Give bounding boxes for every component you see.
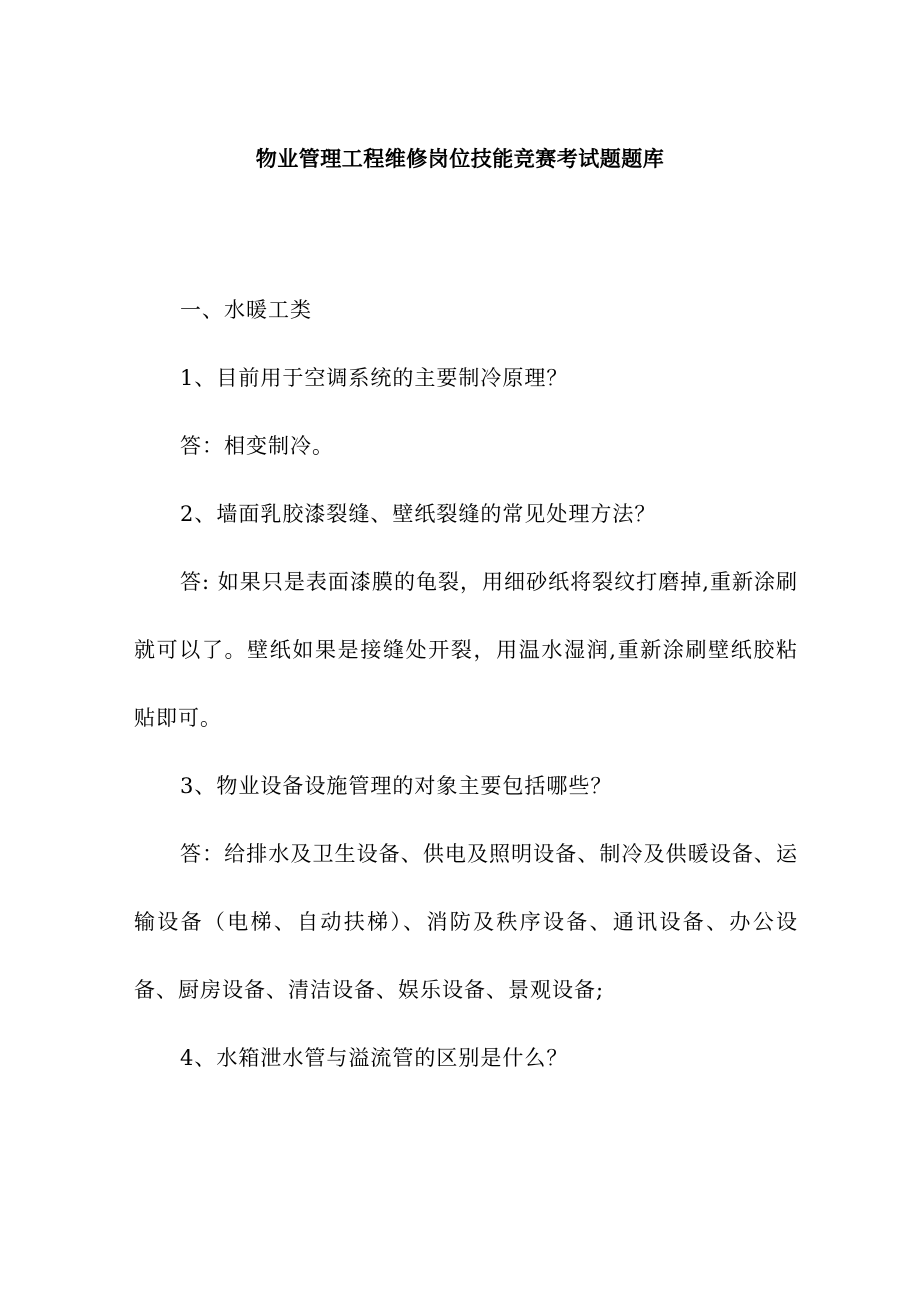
answer-2: 答: 如果只是表面漆膜的龟裂，用细砂纸将裂纹打磨掉,重新涂刷就可以了。壁纸如果是接缝处开裂，用温水湿润,重新涂刷壁纸胶粘贴即可。 [134,570,798,730]
question-4: 4、水箱泄水管与溢流管的区别是什么？ [180,1046,569,1070]
answer-3: 答：给排水及卫生设备、供电及照明设备、制冷及供暖设备、运输设备（电梯、自动扶梯）、消防及秩序设备、通讯设备、办公设备、厨房设备、清洁设备、娱乐设备、景观设备; [134,842,798,1002]
answer-1: 答：相变制冷。 [180,434,334,458]
page-title: 物业管理工程维修岗位技能竞赛考试题题库 [255,146,665,171]
question-1: 1、目前用于空调系统的主要制冷原理？ [180,366,569,390]
document-body [134,276,798,1092]
question-3: 3、物业设备设施管理的对象主要包括哪些？ [180,774,613,798]
section-heading: 一、水暖工类 [180,298,312,322]
question-2: 2、墙面乳胶漆裂缝、壁纸裂缝的常见处理方法？ [180,502,657,526]
